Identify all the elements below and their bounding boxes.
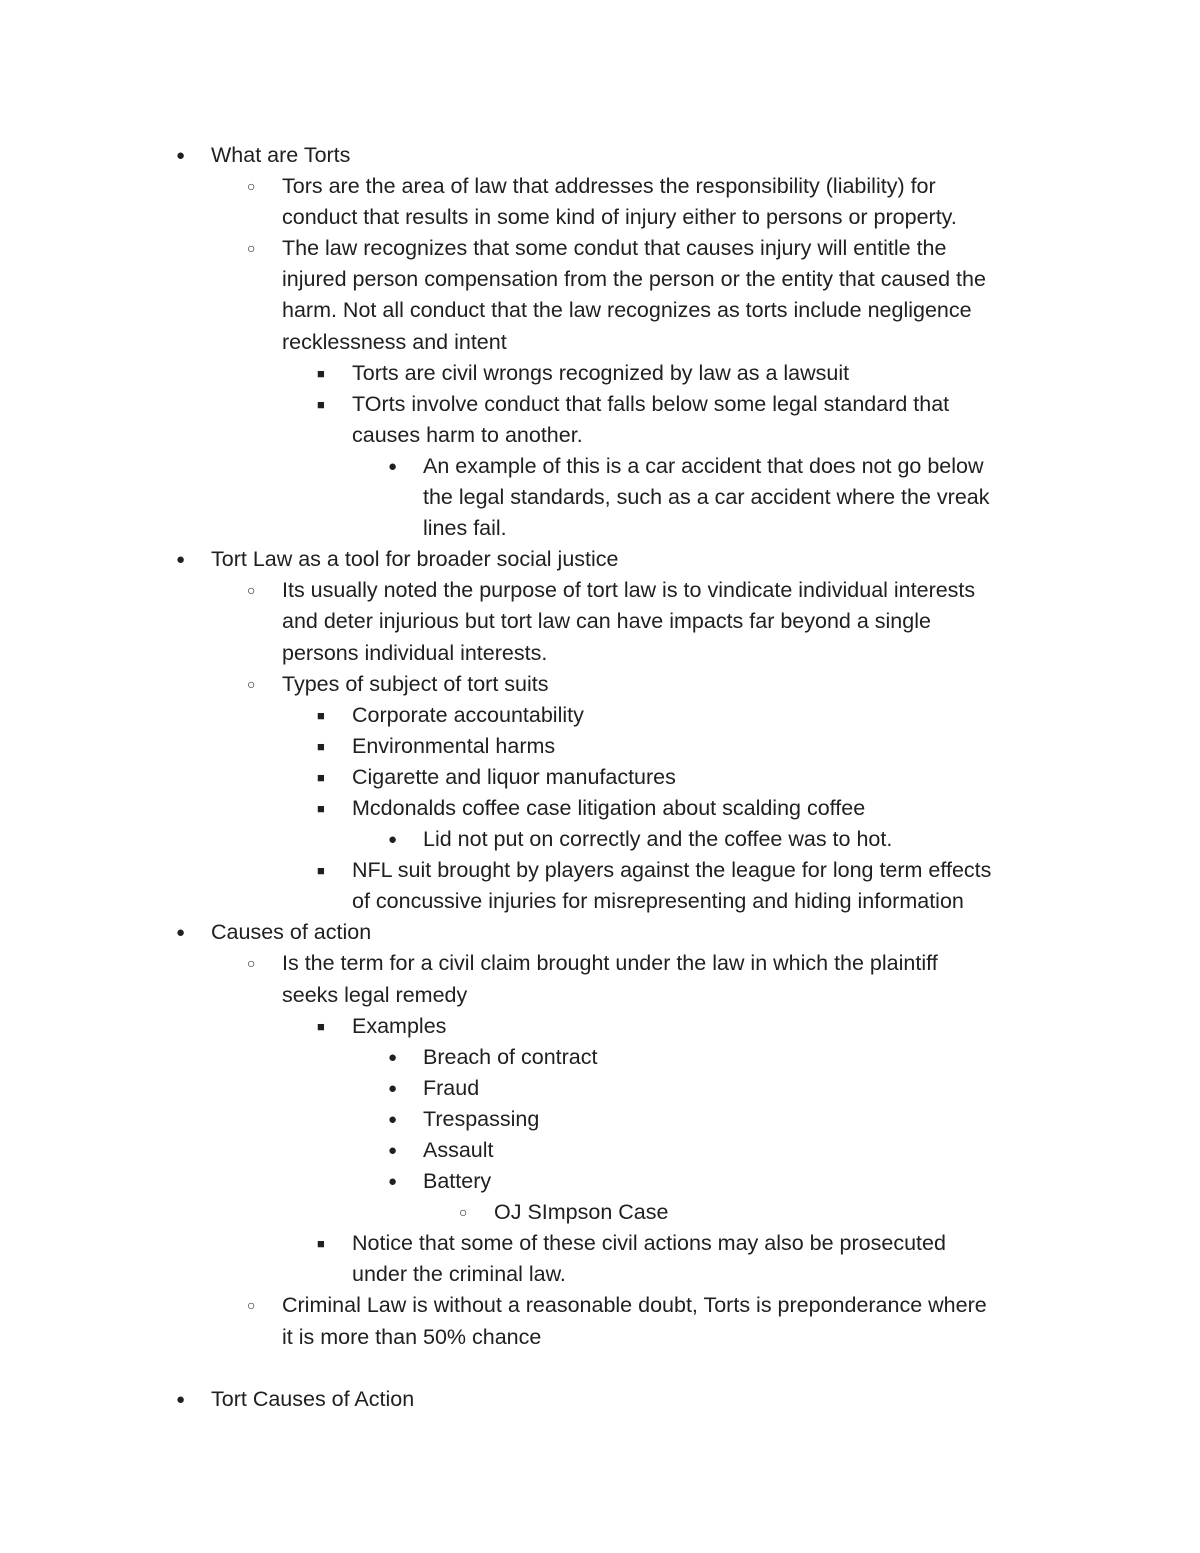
outline-item-level-0 [0, 1384, 1200, 1415]
bullet-icon: ■ [317, 738, 325, 754]
outline-text: The law recognizes that some condut that causes injury will entitle the [282, 236, 947, 261]
bullet-icon: ○ [247, 675, 256, 692]
outline-item-level-0 [0, 140, 1200, 171]
outline-text: recklessness and intent [282, 329, 507, 354]
bullet-icon: ● [388, 457, 398, 475]
outline-item-level-1 [0, 948, 1200, 979]
outline-item-level-4 [0, 1197, 1200, 1228]
bullet-icon: ■ [317, 707, 325, 723]
outline-text: causes harm to another. [352, 422, 583, 447]
bullet-icon: ○ [247, 955, 256, 972]
outline-item-level-1 [0, 171, 1200, 202]
outline-text: What are Torts [211, 143, 351, 167]
outline-item-level-1 [0, 606, 1200, 637]
outline-text: Types of subject of tort suits [282, 671, 549, 696]
bullet-icon: ■ [317, 863, 325, 879]
outline-item-level-1 [0, 327, 1200, 358]
outline-item-level-2 [0, 886, 1200, 917]
outline-text: Trespassing [423, 1106, 540, 1131]
outline-text: the legal standards, such as a car accident where the vreak [423, 485, 990, 510]
outline-text: it is more than 50% chance [282, 1324, 542, 1349]
outline-text: An example of this is a car accident that does not go below [423, 453, 984, 478]
bullet-icon: ● [388, 1142, 398, 1159]
outline-text: under the criminal law. [352, 1262, 566, 1287]
outline-item-level-3 [0, 1073, 1200, 1104]
outline-text: TOrts involve conduct that falls below some legal standard that [352, 391, 950, 416]
outline-item-level-3 [0, 1135, 1200, 1166]
outline-item-level-2 [0, 420, 1200, 451]
outline-item-level-3 [0, 1104, 1200, 1135]
outline-item-level-1 [0, 202, 1200, 233]
outline-text: Criminal Law is without a reasonable doubt, Torts is preponderance where [282, 1293, 987, 1318]
outline-text: Its usually noted the purpose of tort law is to vindicate individual interests [282, 578, 976, 603]
bullet-icon: ● [388, 831, 398, 849]
outline-item-level-1 [0, 638, 1200, 669]
outline-item-level-2 [0, 855, 1200, 886]
outline-text: persons individual interests. [282, 640, 548, 665]
outline-text: Mcdonalds coffee case litigation about scalding coffee [352, 795, 866, 820]
document-page [0, 140, 1200, 1415]
outline-text: Causes of action [211, 920, 372, 945]
bullet-icon: ○ [247, 178, 256, 195]
outline-text: Battery [423, 1169, 492, 1194]
bullet-icon: ■ [317, 800, 325, 816]
bullet-icon: ■ [317, 396, 325, 412]
outline-item-level-1 [0, 1290, 1200, 1321]
bullet-icon: ● [176, 147, 186, 164]
bullet-icon: ○ [247, 1297, 256, 1314]
outline-item-level-2 [0, 1228, 1200, 1259]
outline-text: Tort Causes of Action [211, 1386, 415, 1411]
outline-item-level-2 [0, 793, 1200, 824]
outline-text: of concussive injuries for misrepresenting and hiding information [352, 889, 964, 914]
outline-item-level-1 [0, 264, 1200, 295]
bullet-icon: ● [176, 1390, 186, 1408]
outline-text: harm. Not all conduct that the law recognizes as torts include negligence [282, 298, 972, 323]
outline-item-level-2 [0, 358, 1200, 389]
outline-text: injured person compensation from the person or the entity that caused the [282, 267, 986, 292]
outline-item-level-2 [0, 389, 1200, 420]
outline-text: Is the term for a civil claim brought under the law in which the plaintiff [282, 951, 938, 976]
bullet-icon: ○ [459, 1204, 468, 1221]
bullet-icon: ■ [317, 365, 325, 381]
outline-text: conduct that results in some kind of injury either to persons or property. [282, 205, 957, 230]
outline-item-level-2 [0, 731, 1200, 762]
bullet-icon: ○ [247, 240, 256, 257]
outline-text: Assault [423, 1138, 494, 1162]
outline-text: and deter injurious but tort law can have impacts far beyond a single [282, 609, 931, 634]
outline-text: Corporate accountability [352, 702, 584, 727]
bullet-icon: ● [176, 551, 186, 569]
outline-text: Tort Law as a tool for broader social justice [211, 547, 619, 572]
bullet-icon: ○ [247, 582, 256, 599]
outline-item-level-3 [0, 1042, 1200, 1073]
bullet-icon: ● [388, 1079, 398, 1097]
outline-text: Tors are the area of law that addresses the responsibility (liability) for [282, 174, 936, 199]
outline-item-level-2 [0, 1259, 1200, 1290]
outline-text: Torts are civil wrongs recognized by law as a lawsuit [352, 360, 850, 385]
outline-item-level-0 [0, 917, 1200, 948]
outline-text: Breach of contract [423, 1044, 598, 1069]
outline-item-level-1 [0, 295, 1200, 326]
outline-item-level-2 [0, 700, 1200, 731]
bullet-icon: ■ [317, 769, 325, 785]
bullet-icon: ■ [317, 1236, 325, 1252]
bullet-icon: ■ [317, 1018, 325, 1034]
outline-item-level-1 [0, 575, 1200, 606]
outline-text: seeks legal remedy [282, 982, 468, 1007]
bullet-icon: ● [388, 1173, 398, 1191]
outline-item-level-2 [0, 762, 1200, 793]
outline-item-level-1 [0, 233, 1200, 264]
outline-item-level-3 [0, 1166, 1200, 1197]
outline-text: Examples [352, 1013, 447, 1038]
bullet-icon: ● [388, 1048, 398, 1066]
outline-item-level-2 [0, 1011, 1200, 1042]
blank-line [0, 1353, 1200, 1384]
outline-text: Notice that some of these civil actions may also be prosecuted [352, 1231, 946, 1256]
bullet-icon: ● [176, 924, 186, 942]
outline-text: lines fail. [423, 516, 507, 541]
outline-text: Cigarette and liquor manufactures [352, 764, 676, 789]
outline-item-level-3 [0, 482, 1200, 513]
outline-item-level-3 [0, 824, 1200, 855]
outline-text: Lid not put on correctly and the coffee was to hot. [423, 827, 893, 852]
outline-item-level-3 [0, 513, 1200, 544]
outline-text: NFL suit brought by players against the league for long term effects [352, 858, 992, 883]
outline-item-level-1 [0, 980, 1200, 1011]
outline-text: Environmental harms [352, 733, 556, 758]
outline-item-level-1 [0, 1322, 1200, 1353]
outline-text: OJ SImpson Case [494, 1200, 669, 1225]
outline-item-level-1 [0, 669, 1200, 700]
bullet-icon: ● [388, 1110, 398, 1128]
outline-item-level-3 [0, 451, 1200, 482]
outline-item-level-0 [0, 544, 1200, 575]
outline-text: Fraud [423, 1075, 480, 1100]
